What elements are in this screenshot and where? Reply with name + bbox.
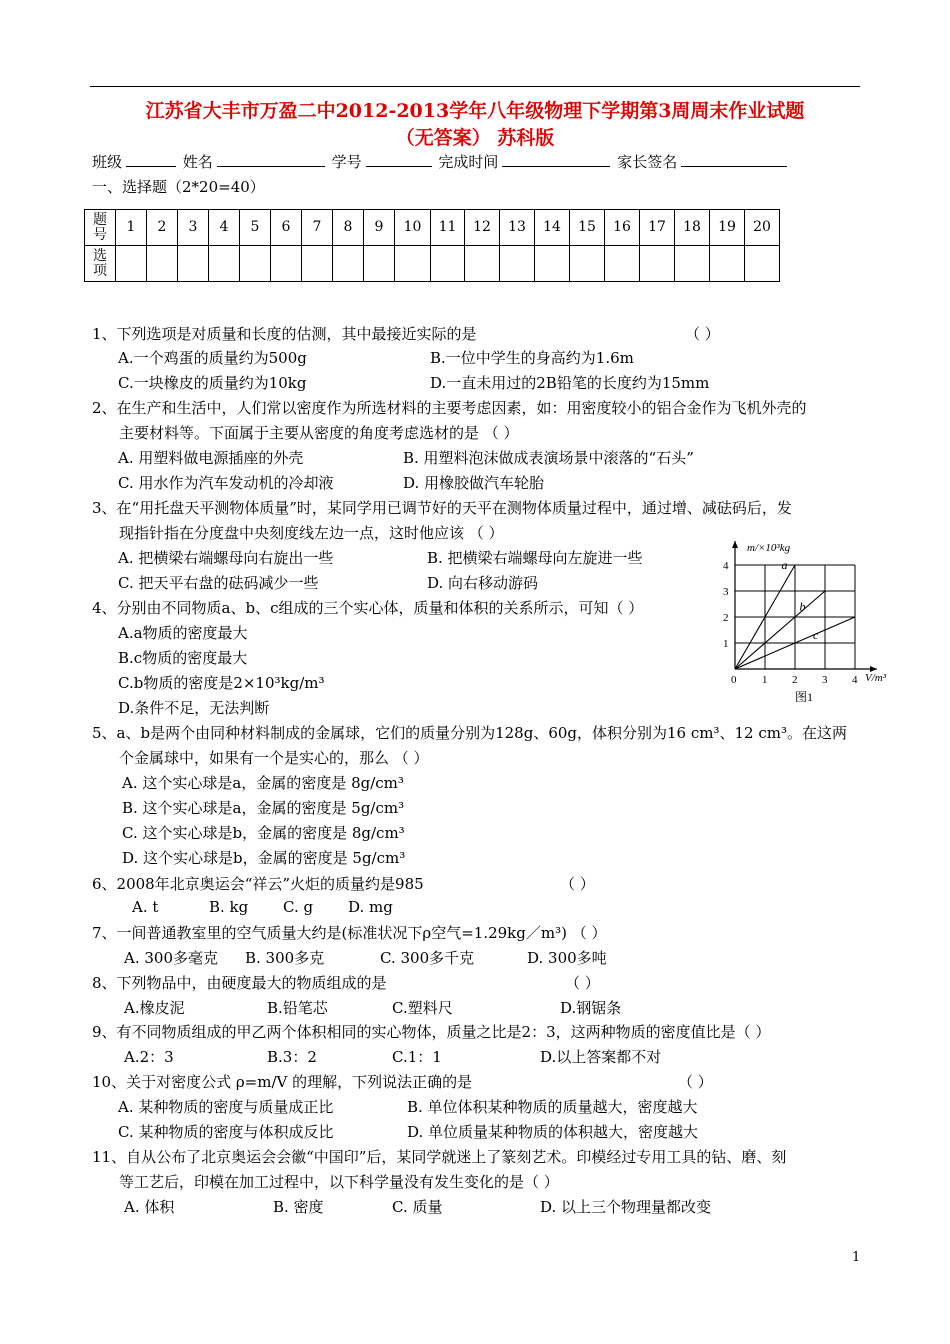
answer-cell-8[interactable] <box>333 246 364 282</box>
name-label: 姓名 <box>182 153 213 171</box>
series-label-a: a <box>781 557 788 572</box>
x-tick-label: 4 <box>852 674 858 686</box>
answer-number-19: 19 <box>710 210 745 246</box>
answer-cell-2[interactable] <box>147 246 178 282</box>
student-info-row <box>92 151 789 172</box>
student-id-label: 学号 <box>331 153 362 171</box>
answer-number-14: 14 <box>535 210 570 246</box>
question-5-option-C[interactable]: C. 这个实心球是b，金属的密度是 8g/cm³ <box>122 824 405 842</box>
answer-cell-3[interactable] <box>178 246 209 282</box>
series-label-b: b <box>799 599 806 614</box>
question-7-option-A[interactable]: A. 300多毫克 <box>124 949 218 967</box>
question-11-option-A[interactable]: A. 体积 <box>124 1198 175 1216</box>
answer-table <box>84 209 780 282</box>
x-tick-label: 1 <box>762 674 768 686</box>
question-8-option-D[interactable]: D.钢锯条 <box>560 999 622 1017</box>
time-label: 完成时间 <box>438 153 499 171</box>
y-tick-label: 4 <box>723 560 729 572</box>
answer-cell-16[interactable] <box>605 246 640 282</box>
question-7-option-C[interactable]: C. 300多千克 <box>380 949 475 967</box>
answer-cell-11[interactable] <box>431 246 465 282</box>
question-4-option-B[interactable]: B.c物质的密度最大 <box>118 649 248 667</box>
answer-cell-18[interactable] <box>675 246 710 282</box>
y-tick-label: 2 <box>723 612 729 624</box>
question-6-option-D[interactable]: D. mg <box>348 898 393 916</box>
question-9-option-C[interactable]: C.1：1 <box>392 1048 442 1066</box>
question-10-option-D[interactable]: D. 单位质量某种物质的体积越大，密度越大 <box>407 1123 699 1141</box>
question-6-answer-bracket[interactable]: （ ） <box>560 875 595 893</box>
x-tick-label: 2 <box>792 674 798 686</box>
answer-table-row2-label <box>85 246 116 282</box>
class-blank[interactable] <box>126 152 176 167</box>
question-1-option-B[interactable]: B.一位中学生的身高约为1.6m <box>430 349 634 367</box>
section-heading: 一、选择题（2*20=40） <box>92 178 265 196</box>
question-11-option-B[interactable]: B. 密度 <box>273 1198 324 1216</box>
answer-number-12: 12 <box>465 210 500 246</box>
answer-cell-20[interactable] <box>745 246 780 282</box>
question-11-stem: 等工艺后，印模在加工过程中，以下科学量没有发生变化的是（ ） <box>119 1173 559 1191</box>
question-11-stem: 11、自从公布了北京奥运会会徽“中国印”后，某同学就迷上了篆刻艺术。印模经过专用工具的钻、磨、刻 <box>92 1148 787 1166</box>
question-5-option-D[interactable]: D. 这个实心球是b，金属的密度是 5g/cm³ <box>122 849 406 867</box>
time-blank[interactable] <box>502 152 610 167</box>
question-1-option-D[interactable]: D.一直未用过的2B铅笔的长度约为15mm <box>430 374 710 392</box>
x-axis-label: V/m³ <box>865 672 887 684</box>
series-line-b <box>735 591 825 669</box>
answer-number-9: 9 <box>364 210 395 246</box>
answer-cell-12[interactable] <box>465 246 500 282</box>
question-5-stem: 个金属球中，如果有一个是实心的，那么 （ ） <box>119 749 429 767</box>
answer-cell-9[interactable] <box>364 246 395 282</box>
question-4-stem: 4、分别由不同物质a、b、c组成的三个实心体，质量和体积的关系所示，可知（ ） <box>92 599 644 617</box>
chart-text <box>723 542 887 704</box>
question-10-stem: 10、关于对密度公式 ρ=m/V 的理解，下列说法正确的是 <box>92 1073 473 1091</box>
question-6-stem: 6、2008年北京奥运会“祥云”火炬的质量约是985 <box>92 875 424 893</box>
answer-cell-19[interactable] <box>710 246 745 282</box>
question-7-stem: 7、一间普通教室里的空气质量大约是(标准状况下ρ空气=1.29kg／m³) （ ） <box>92 924 607 942</box>
answer-number-17: 17 <box>640 210 675 246</box>
question-6-option-A[interactable]: A. t <box>132 898 159 916</box>
question-2-option-A[interactable]: A. 用塑料做电源插座的外壳 <box>118 449 304 467</box>
parent-signature-blank[interactable] <box>681 152 787 167</box>
answer-number-6: 6 <box>271 210 302 246</box>
answer-number-2: 2 <box>147 210 178 246</box>
question-10-option-C[interactable]: C. 某种物质的密度与体积成反比 <box>118 1123 334 1141</box>
answer-cell-1[interactable] <box>116 246 147 282</box>
x-tick-label: 0 <box>731 674 737 686</box>
answer-number-1: 1 <box>116 210 147 246</box>
question-10-answer-bracket[interactable]: （ ） <box>678 1073 713 1091</box>
answer-cell-13[interactable] <box>500 246 535 282</box>
question-2-option-D[interactable]: D. 用橡胶做汽车轮胎 <box>403 474 545 492</box>
answer-cell-14[interactable] <box>535 246 570 282</box>
answer-cell-7[interactable] <box>302 246 333 282</box>
question-5-option-B[interactable]: B. 这个实心球是a，金属的密度是 5g/cm³ <box>122 799 405 817</box>
y-axis-arrow <box>732 541 738 548</box>
question-1-answer-bracket[interactable]: （ ） <box>685 325 720 343</box>
question-8-stem: 8、下列物品中，由硬度最大的物质组成的是 <box>92 974 387 992</box>
question-4-option-C[interactable]: C.b物质的密度是2×10³kg/m³ <box>118 674 325 692</box>
answer-number-15: 15 <box>570 210 605 246</box>
question-7-option-D[interactable]: D. 300多吨 <box>527 949 607 967</box>
question-1-option-C[interactable]: C.一块橡皮的质量约为10kg <box>118 374 307 392</box>
answer-number-7: 7 <box>302 210 333 246</box>
answer-number-10: 10 <box>395 210 431 246</box>
question-8-option-A[interactable]: A.橡皮泥 <box>124 999 185 1017</box>
label-char: 号 <box>93 226 107 243</box>
name-blank[interactable] <box>217 152 325 167</box>
answer-cell-15[interactable] <box>570 246 605 282</box>
question-9-option-A[interactable]: A.2：3 <box>124 1048 174 1066</box>
question-6-option-C[interactable]: C. g <box>283 898 314 916</box>
question-1-option-A[interactable]: A.一个鸡蛋的质量约为500g <box>118 349 307 367</box>
student-id-blank[interactable] <box>366 152 432 167</box>
question-10-option-A[interactable]: A. 某种物质的密度与质量成正比 <box>118 1098 334 1116</box>
question-6-option-B[interactable]: B. kg <box>209 898 249 916</box>
answer-cell-4[interactable] <box>209 246 240 282</box>
question-2-option-B[interactable]: B. 用塑料泡沫做成表演场景中滚落的“石头” <box>403 449 694 467</box>
label-char: 项 <box>93 262 107 279</box>
y-tick-label: 3 <box>723 586 729 598</box>
y-axis-label: m/×10³kg <box>747 542 791 554</box>
question-1-stem: 1、下列选项是对质量和长度的估测，其中最接近实际的是 <box>92 325 477 343</box>
question-8-option-B[interactable]: B.铅笔芯 <box>267 999 328 1017</box>
answer-number-5: 5 <box>240 210 271 246</box>
answer-cell-17[interactable] <box>640 246 675 282</box>
question-4-option-D[interactable]: D.条件不足，无法判断 <box>118 699 270 717</box>
question-3-option-D[interactable]: D. 向右移动游码 <box>427 574 539 592</box>
question-5-stem: 5、a、b是两个由同种材料制成的金属球，它们的质量分别为128g、60g，体积分别为16 cm³、12 cm³。在这两 <box>92 724 847 742</box>
question-7-option-B[interactable]: B. 300多克 <box>245 949 325 967</box>
answer-number-16: 16 <box>605 210 640 246</box>
page-title: 江苏省大丰市万盈二中2012-2013学年八年级物理下学期第3周周末作业试题 <box>145 100 805 122</box>
chart-caption: 图1 <box>795 690 814 704</box>
question-11-option-C[interactable]: C. 质量 <box>392 1198 443 1216</box>
question-3-option-B[interactable]: B. 把横梁右端螺母向左旋进一些 <box>427 549 643 567</box>
question-8-option-C[interactable]: C.塑料尺 <box>392 999 453 1017</box>
question-4-option-A[interactable]: A.a物质的密度最大 <box>118 624 248 642</box>
question-2-stem: 主要材料等。下面属于主要从密度的角度考虑选材的是 （ ） <box>119 424 519 442</box>
answer-number-20: 20 <box>745 210 780 246</box>
top-rule <box>90 86 860 87</box>
answer-table-row1-label <box>85 210 116 246</box>
answer-number-4: 4 <box>209 210 240 246</box>
page-subtitle: （无答案） 苏科版 <box>395 127 555 149</box>
mass-volume-chart <box>710 526 900 716</box>
answer-cell-10[interactable] <box>395 246 431 282</box>
parent-label: 家长签名 <box>617 153 678 171</box>
question-5-option-A[interactable]: A. 这个实心球是a，金属的密度是 8g/cm³ <box>122 774 404 792</box>
x-tick-label: 3 <box>822 674 828 686</box>
page-number: 1 <box>852 1250 861 1265</box>
answer-number-8: 8 <box>333 210 364 246</box>
question-9-option-D[interactable]: D.以上答案都不对 <box>540 1048 662 1066</box>
answer-cell-6[interactable] <box>271 246 302 282</box>
answer-number-13: 13 <box>500 210 535 246</box>
y-tick-label: 1 <box>723 638 729 650</box>
question-9-stem: 9、有不同物质组成的甲乙两个体积相同的实心物体，质量之比是2：3，这两种物质的密度值比是（ ） <box>92 1023 771 1041</box>
question-9-option-B[interactable]: B.3：2 <box>267 1048 317 1066</box>
series-label-c: c <box>813 628 819 643</box>
question-10-option-B[interactable]: B. 单位体积某种物质的质量越大，密度越大 <box>407 1098 698 1116</box>
question-3-stem: 3、在“用托盘天平测物体质量”时，某同学用已调节好的天平在测物体质量过程中，通过增、减砝码后，发 <box>92 499 792 517</box>
question-2-option-C[interactable]: C. 用水作为汽车发动机的冷却液 <box>118 474 334 492</box>
answer-number-18: 18 <box>675 210 710 246</box>
answer-cell-5[interactable] <box>240 246 271 282</box>
label-char: 选 <box>93 247 107 264</box>
question-2-stem: 2、在生产和生活中，人们常以密度作为所选材料的主要考虑因素，如：用密度较小的铝合金作为飞机外壳的 <box>92 399 807 417</box>
class-label: 班级 <box>92 153 123 171</box>
question-3-option-C[interactable]: C. 把天平右盘的砝码减少一些 <box>118 574 319 592</box>
question-8-answer-bracket[interactable]: （ ） <box>565 974 600 992</box>
question-3-option-A[interactable]: A. 把横梁右端螺母向右旋出一些 <box>118 549 334 567</box>
question-3-stem: 现指针指在分度盘中央刻度线左边一点，这时他应该 （ ） <box>119 524 504 542</box>
question-11-option-D[interactable]: D. 以上三个物理量都改变 <box>540 1198 712 1216</box>
label-char: 题 <box>93 211 107 228</box>
answer-number-3: 3 <box>178 210 209 246</box>
answer-number-11: 11 <box>431 210 465 246</box>
